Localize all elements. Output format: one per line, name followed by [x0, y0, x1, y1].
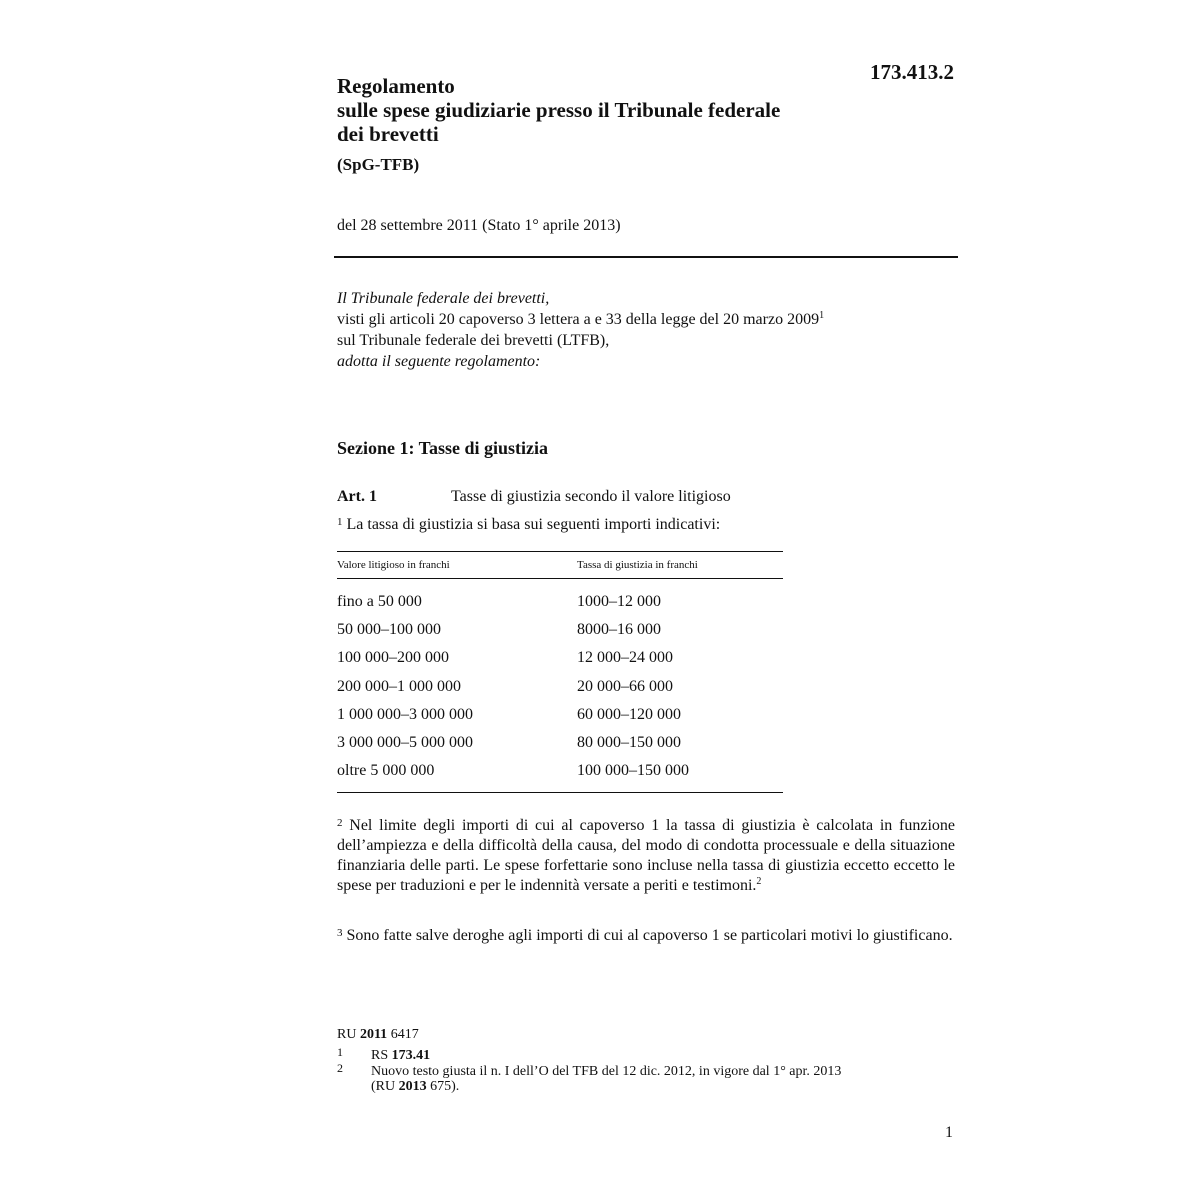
preamble	[337, 288, 957, 372]
table-cell-value: 50 000–100 000	[337, 621, 441, 639]
document-abbreviation: (SpG-TFB)	[337, 155, 420, 174]
fee-table	[337, 551, 783, 793]
footnote-line-2	[371, 1079, 459, 1094]
paragraph-number: 2	[337, 817, 343, 829]
table-cell-fee: 100 000–150 000	[577, 762, 689, 780]
footnote-line-2-bold: 2013	[398, 1079, 427, 1094]
preamble-law-name: sul Tribunale federale dei brevetti (LTFB),	[337, 332, 610, 349]
table-cell-value: 100 000–200 000	[337, 649, 449, 667]
table-cell-value: fino a 50 000	[337, 593, 422, 610]
table-cell-fee: 20 000–66 000	[577, 677, 673, 695]
preamble-legal-basis	[337, 309, 957, 330]
official-compilation-reference	[337, 1027, 419, 1043]
date-status-line: del 28 settembre 2011 (Stato 1° aprile 2013)	[337, 217, 621, 234]
paragraph-text: Sono fatte salve deroghe agli importi di cui al capoverso 1 se particolari motivi lo giustificano.	[346, 927, 953, 944]
table-row	[337, 730, 783, 758]
footnote-number: 2	[337, 1061, 343, 1075]
section-heading: Sezione 1: Tasse di giustizia	[337, 438, 549, 458]
paragraph-text: La tassa di giustizia si basa sui seguenti importi indicativi:	[346, 516, 721, 533]
page-number: 1	[945, 1124, 953, 1141]
table-cell-value: 200 000–1 000 000	[337, 677, 461, 695]
table-header	[337, 551, 783, 579]
table-row	[337, 758, 783, 786]
ru-prefix: RU	[337, 1027, 360, 1042]
table-row	[337, 645, 783, 673]
footnote-line-2-prefix: (RU	[371, 1079, 399, 1094]
table-cell-fee: 8000–16 000	[577, 621, 661, 639]
table-row	[337, 617, 783, 645]
footnote-text	[371, 1048, 931, 1063]
table-row	[337, 674, 783, 702]
title-line: sulle spese giudiziarie presso il Tribunale federale	[337, 98, 781, 122]
table-cell-fee: 1000–12 000	[577, 593, 661, 610]
preamble-enacting-clause: adotta il seguente regolamento:	[337, 353, 541, 370]
paragraph-text: Nel limite degli importi di cui al capoverso 1 la tassa di giustizia è calcolata in funzione dell’ampiezza e della difficoltà della causa, del modo di condotta processuale e della situazione finanziaria delle parti. Le spese forfettarie sono incluse nella tassa di giustizia eccetto eccetto le spese per traduzioni e per le indennità versate a periti e testimoni.	[337, 817, 955, 894]
footnote-number: 1	[337, 1045, 343, 1059]
table-cell-fee: 60 000–120 000	[577, 705, 681, 723]
table-cell-value: 3 000 000–5 000 000	[337, 733, 473, 751]
ru-page: 6417	[387, 1027, 419, 1042]
table-cell-fee: 80 000–150 000	[577, 733, 681, 751]
footnote-prefix: RS	[371, 1048, 392, 1063]
paragraph-3	[337, 926, 955, 946]
table-cell-value: oltre 5 000 000	[337, 762, 435, 780]
table-row	[337, 702, 783, 730]
footnote-bold: 173.41	[391, 1048, 431, 1063]
footnote-line-1: Nuovo testo giusta il n. I dell’O del TFB del 12 dic. 2012, in vigore dal 1° apr. 2013	[371, 1064, 842, 1079]
preamble-issuer: Il Tribunale federale dei brevetti,	[337, 290, 550, 307]
footnote-line-2-suffix: 675).	[426, 1079, 460, 1094]
table-row	[337, 589, 783, 617]
column-header-value: Valore litigioso in franchi	[337, 559, 450, 571]
table-cell-value: 1 000 000–3 000 000	[337, 705, 473, 723]
column-header-fee: Tassa di giustizia in franchi	[577, 559, 698, 571]
paragraph-2	[337, 816, 955, 896]
ru-year: 2011	[359, 1027, 388, 1042]
table-cell-fee: 12 000–24 000	[577, 649, 673, 667]
footnote-text	[371, 1064, 931, 1094]
header-divider	[334, 256, 958, 258]
footnote-ref[interactable]: 2	[756, 876, 762, 887]
paragraph-1	[337, 515, 955, 535]
footnote-ref[interactable]: 1	[819, 310, 825, 321]
article-title: Tasse di giustizia secondo il valore litigioso	[451, 488, 731, 505]
paragraph-number: 3	[337, 927, 343, 939]
document-title	[337, 74, 897, 146]
sr-number: 173.413.2	[870, 60, 954, 84]
table-body	[337, 579, 783, 793]
paragraph-number: 1	[337, 516, 343, 528]
preamble-legal-basis-text: visti gli articoli 20 capoverso 3 lettera a e 33 della legge del 20 marzo 2009	[337, 311, 820, 328]
article-number: Art. 1	[337, 488, 377, 505]
title-line: dei brevetti	[337, 122, 439, 146]
title-line: Regolamento	[337, 74, 455, 98]
